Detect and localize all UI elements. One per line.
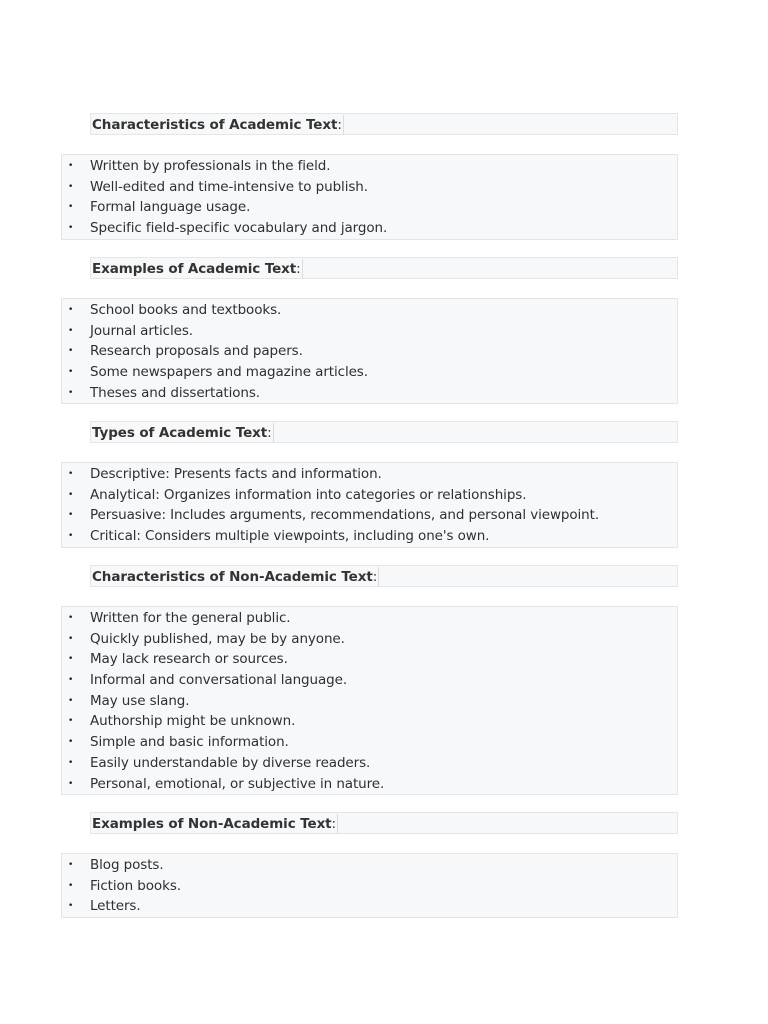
list-item: • Written for the general public. [62,608,677,629]
bullet-icon: • [68,675,74,686]
list-item: • Journal articles. [62,321,677,342]
list-item: • Quickly published, may be by anyone. [62,629,677,650]
list-item: • Some newspapers and magazine articles. [62,362,677,383]
list-item: • Formal language usage. [62,197,677,218]
bullet-icon: • [68,161,74,171]
list-item: • Personal, emotional, or subjective in nature. [62,774,677,795]
list-item: • Analytical: Organizes information into categories or relationships. [62,485,677,506]
bullet-icon: • [68,901,74,912]
bullet-icon: • [68,346,74,357]
bullet-icon: • [68,469,74,479]
section-heading: Types of Academic Text: [92,425,272,441]
section-heading-row [90,565,678,587]
bullet-list [61,298,678,404]
bullet-list [61,154,678,240]
list-item: • Simple and basic information. [62,732,677,753]
bullet-icon: • [68,367,74,378]
bullet-icon: • [68,387,74,398]
bullet-icon: • [68,757,74,768]
bullet-icon: • [68,654,74,665]
list-item: • May use slang. [62,691,677,712]
bullet-icon: • [68,716,74,727]
bullet-icon: • [68,325,74,336]
list-item: • Persuasive: Includes arguments, recommendations, and personal viewpoint. [62,505,677,526]
bullet-icon: • [68,202,74,213]
section-heading-row [90,421,678,443]
list-item: • Theses and dissertations. [62,383,677,404]
list-item: • Informal and conversational language. [62,670,677,691]
list-item: • Letters. [62,896,677,917]
bullet-icon: • [68,510,74,521]
bullet-icon: • [68,880,74,891]
bullet-icon: • [68,305,74,315]
section-heading: Examples of Academic Text: [92,261,301,277]
list-item: • Easily understandable by diverse readers. [62,753,677,774]
list-item: • Blog posts. [62,855,677,876]
bullet-icon: • [68,737,74,748]
section-heading-row [90,812,678,834]
section-heading: Characteristics of Academic Text: [92,117,342,133]
bullet-icon: • [68,181,74,192]
section-heading: Characteristics of Non-Academic Text: [92,569,378,585]
list-item: • Written by professionals in the field. [62,156,677,177]
list-item: • Well-edited and time-intensive to publish. [62,177,677,198]
bullet-list [61,853,678,918]
list-item: • Research proposals and papers. [62,341,677,362]
bullet-list [61,462,678,548]
bullet-icon: • [68,633,74,644]
section-heading: Examples of Non-Academic Text: [92,816,336,832]
list-item: • School books and textbooks. [62,300,677,321]
list-item: • Fiction books. [62,876,677,897]
list-item: • May lack research or sources. [62,649,677,670]
list-item: • Descriptive: Presents facts and information. [62,464,677,485]
bullet-icon: • [68,489,74,500]
section-heading-row [90,257,678,279]
bullet-icon: • [68,531,74,542]
list-item: • Specific field-specific vocabulary and jargon. [62,218,677,239]
bullet-icon: • [68,613,74,623]
section-heading-row [90,113,678,135]
bullet-icon: • [68,695,74,706]
list-item: • Authorship might be unknown. [62,711,677,732]
bullet-icon: • [68,223,74,234]
bullet-icon: • [68,860,74,870]
bullet-list [61,606,678,795]
list-item: • Critical: Considers multiple viewpoints, including one's own. [62,526,677,547]
bullet-icon: • [68,778,74,789]
